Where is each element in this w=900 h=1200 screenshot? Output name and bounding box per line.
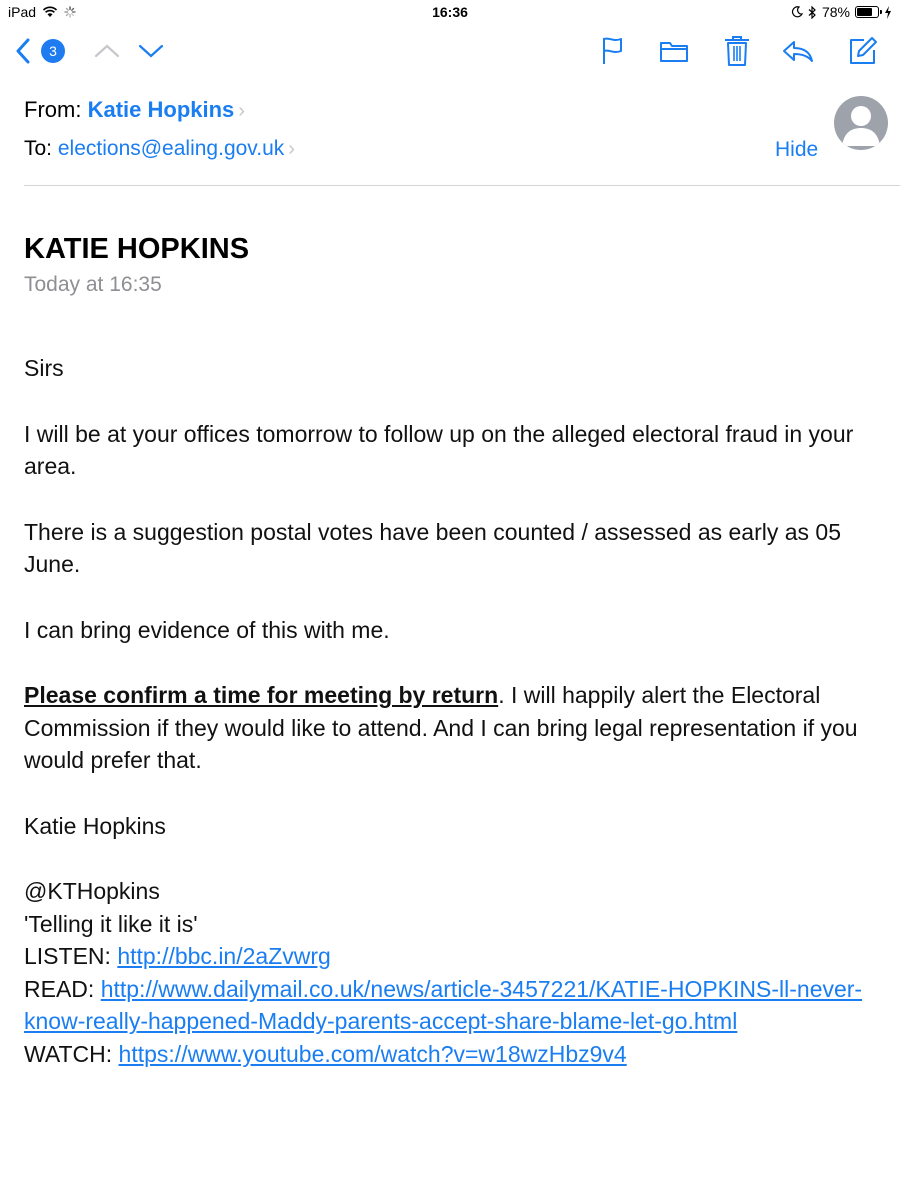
compose-button[interactable] bbox=[846, 26, 880, 76]
from-label: From: bbox=[24, 97, 82, 122]
signature-block bbox=[24, 875, 884, 1070]
watch-label: WATCH: bbox=[24, 1040, 119, 1067]
bluetooth-icon bbox=[808, 6, 817, 19]
reply-icon bbox=[782, 39, 814, 63]
charging-bolt-icon bbox=[884, 6, 892, 19]
down-arrow-icon bbox=[137, 43, 165, 59]
device-label: iPad bbox=[8, 4, 37, 20]
status-time: 16:36 bbox=[432, 4, 468, 20]
flag-icon bbox=[601, 36, 625, 66]
unread-count-badge: 3 bbox=[41, 39, 65, 63]
body-paragraph-3: I can bring evidence of this with me. bbox=[24, 616, 390, 643]
signature-tagline: 'Telling it like it is' bbox=[24, 910, 198, 937]
to-row bbox=[24, 137, 295, 161]
listen-line bbox=[24, 940, 884, 973]
mail-toolbar bbox=[0, 26, 900, 76]
trash-icon bbox=[724, 35, 750, 67]
sender-avatar[interactable] bbox=[834, 96, 888, 150]
watch-link[interactable]: https://www.youtube.com/watch?v=w18wzHbz9v4 bbox=[118, 1040, 627, 1067]
sender-chevron-icon: › bbox=[238, 100, 245, 122]
previous-message-button[interactable] bbox=[90, 26, 124, 76]
back-button[interactable] bbox=[8, 26, 72, 76]
body-paragraph-4-rest: . I will happily alert the Electoral Commission if they would like to attend. And I can bring legal representation if you would prefer that. bbox=[24, 682, 858, 773]
listen-label: LISTEN: bbox=[24, 943, 118, 969]
body-paragraph-4 bbox=[24, 679, 884, 777]
signature-handle: @KTHopkins bbox=[24, 878, 160, 904]
greeting: Sirs bbox=[24, 355, 64, 381]
read-link[interactable]: http://www.dailymail.co.uk/news/article-3457221/KATIE-HOPKINS-ll-never-know-really-happened-Maddy-parents-accept-share-blame-let-go.html bbox=[24, 975, 863, 1034]
person-placeholder-icon bbox=[834, 96, 888, 150]
message-date: Today at 16:35 bbox=[24, 273, 162, 296]
recipient-chevron-icon: › bbox=[288, 138, 295, 160]
body-paragraph-1: I will be at your offices tomorrow to follow up on the alleged electoral fraud in your area. bbox=[24, 420, 854, 479]
battery-icon bbox=[855, 6, 879, 18]
moon-icon bbox=[791, 6, 803, 18]
from-row bbox=[24, 97, 245, 123]
next-message-button[interactable] bbox=[134, 26, 168, 76]
hide-details-button[interactable]: Hide bbox=[775, 138, 819, 161]
listen-link[interactable]: http://bbc.in/2aZvwrg bbox=[117, 943, 331, 969]
signoff: Katie Hopkins bbox=[24, 812, 166, 839]
flag-button[interactable] bbox=[598, 26, 628, 76]
recipient-address[interactable]: elections@ealing.gov.uk bbox=[57, 137, 285, 160]
battery-fill bbox=[857, 8, 872, 16]
to-label: To: bbox=[24, 137, 53, 160]
back-chevron-icon bbox=[15, 38, 31, 64]
trash-button[interactable] bbox=[722, 26, 752, 76]
up-arrow-icon bbox=[93, 43, 121, 59]
emphasized-request: Please confirm a time for meeting by return bbox=[24, 682, 499, 708]
message-body bbox=[24, 352, 884, 1070]
status-right bbox=[791, 4, 892, 20]
battery-percent: 78% bbox=[821, 4, 850, 20]
watch-line bbox=[24, 1038, 884, 1071]
compose-icon bbox=[848, 36, 878, 66]
read-line bbox=[24, 973, 884, 1038]
reply-button[interactable] bbox=[780, 26, 816, 76]
header-divider bbox=[24, 185, 900, 186]
sender-name[interactable]: Katie Hopkins bbox=[87, 97, 235, 122]
folder-icon bbox=[659, 39, 689, 63]
body-paragraph-2: There is a suggestion postal votes have been counted / assessed as early as 05 June. bbox=[24, 518, 842, 577]
move-to-folder-button[interactable] bbox=[656, 26, 692, 76]
read-label: READ: bbox=[24, 975, 101, 1002]
message-subject: KATIE HOPKINS bbox=[24, 233, 250, 265]
status-bar bbox=[0, 0, 900, 26]
